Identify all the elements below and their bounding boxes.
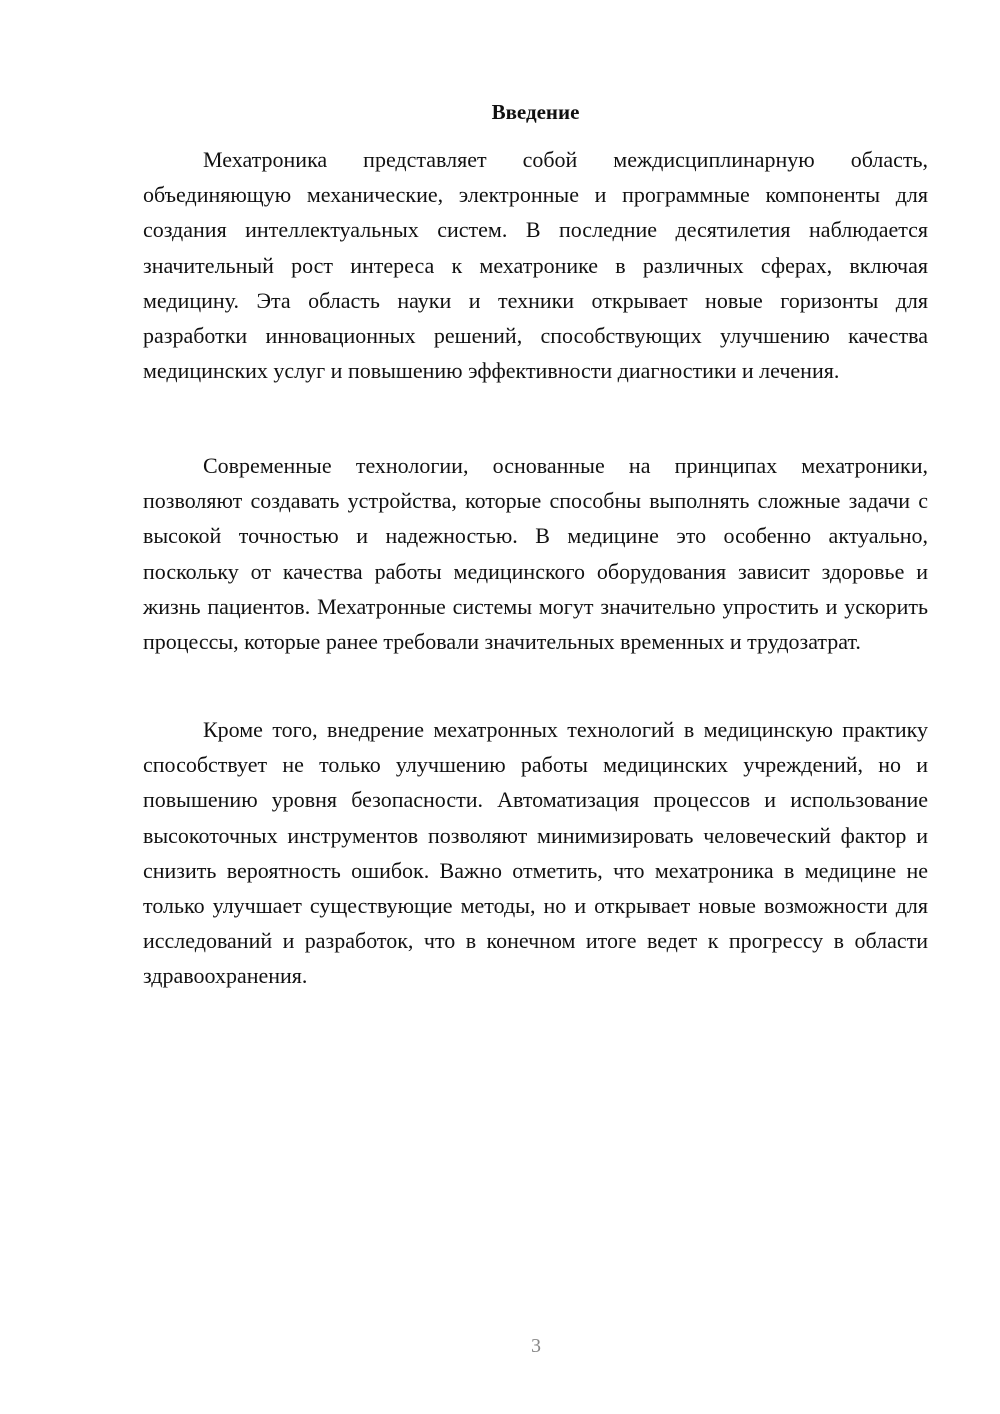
section-title: Введение — [491, 100, 580, 124]
paragraph-3: Кроме того, внедрение мехатронных технологий в медицинскую практику способствует не только улучшению работы медицинских учреждений, но и повышению уровня безопасности. Автоматизация процессов и использование высокоточных инструментов позволяют минимизировать человеческий фактор и снизить вероятность ошибок. Важно отметить, что мехатроника в медицине не только улучшает существующие методы, но и открывает новые возможности для исследований и разработок, что в конечном итоге ведет к прогрессу в области здравоохранения. — [143, 717, 928, 989]
paragraph-1: Мехатроника представляет собой междисциплинарную область, объединяющую механические, электронные и программные компоненты для создания интеллектуальных систем. В последние десятилетия наблюдается значительный рост интереса к мехатронике в различных сферах, включая медицину. Эта область науки и техники открывает новые горизонты для разработки инновационных решений, способствующих улучшению качества медицинских услуг и повышению эффективности диагностики и лечения. — [143, 147, 928, 384]
page-number: 3 — [531, 1335, 541, 1357]
paragraph-2: Современные технологии, основанные на принципах мехатроники, позволяют создавать устройства, которые способны выполнять сложные задачи с высокой точностью и надежностью. В медицине это особенно актуально, поскольку от качества работы медицинского оборудования зависит здоровье и жизнь пациентов. Мехатронные системы могут значительно упростить и ускорить процессы, которые ранее требовали значительных временных и трудозатрат. — [143, 453, 928, 655]
